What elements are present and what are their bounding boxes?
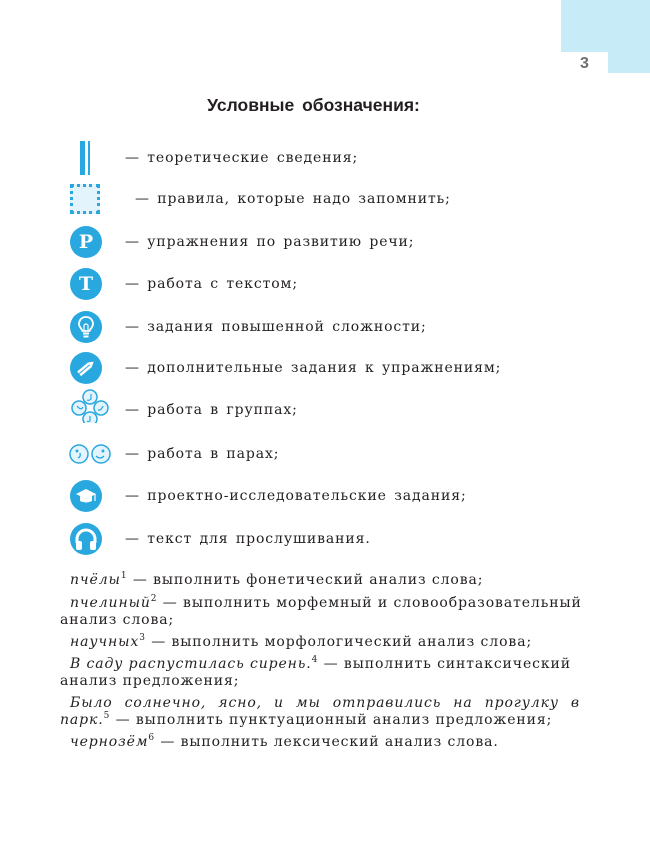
lightbulb-icon [68,310,116,344]
graduation-cap-icon [68,479,116,513]
legend-item-advanced: — задания повышенной сложности; [68,310,427,344]
analysis-syntactic: В саду распустилась сирень.$^4$ — выполнить синтаксический анализ предложения; [60,655,571,689]
pair-faces-icon [68,437,116,471]
analysis-morphological: научных$^3$ — выполнить морфологический анализ слова; [70,633,533,650]
legend-item-projects: — проектно-исследовательские задания; [68,479,467,513]
legend-item-listening: — текст для прослушивания. [68,522,371,556]
group-faces-icon [68,393,116,427]
letter-t-icon: Т [68,267,116,301]
legend-item-speech: Р — упражнения по развитию речи; [68,225,414,259]
double-bar-icon [68,141,116,175]
legend-item-groups: — работа в группах; [68,393,298,427]
legend-item-theory: — теоретические сведения; [68,141,358,175]
pencil-icon [68,351,116,385]
page-number: 3 [580,55,589,72]
legend-item-text-work: Т — работа с текстом; [68,267,298,301]
legend-item-extra: — дополнительные задания к упражнениям; [68,351,501,385]
dotted-box-icon [68,182,116,216]
analysis-punctuation-sentence: Было солнечно, ясно, и мы отправились на прогулку в [70,695,580,711]
analysis-punctuation: Было солнечно, ясно, и мы отправились на прогулку в парк.$^5$ — выполнить пунктуационный анализ предложения; [60,695,580,728]
analysis-phonetic: пчёлы$^1$ — выполнить фонетический анализ слова; [70,571,484,588]
headphones-icon [68,522,116,556]
page-title: Условные обозначения: [207,95,420,115]
legend-item-rules: — правила, которые надо запомнить; [68,182,451,216]
letter-p-icon: Р [68,225,116,259]
analysis-morphemic: пчелиный$^2$ — выполнить морфемный и словообразовательный анализ слова; [60,594,582,628]
analysis-lexical: чернозём$^6$ — выполнить лексический анализ слова. [70,733,499,750]
legend-item-pairs: — работа в парах; [68,437,279,471]
